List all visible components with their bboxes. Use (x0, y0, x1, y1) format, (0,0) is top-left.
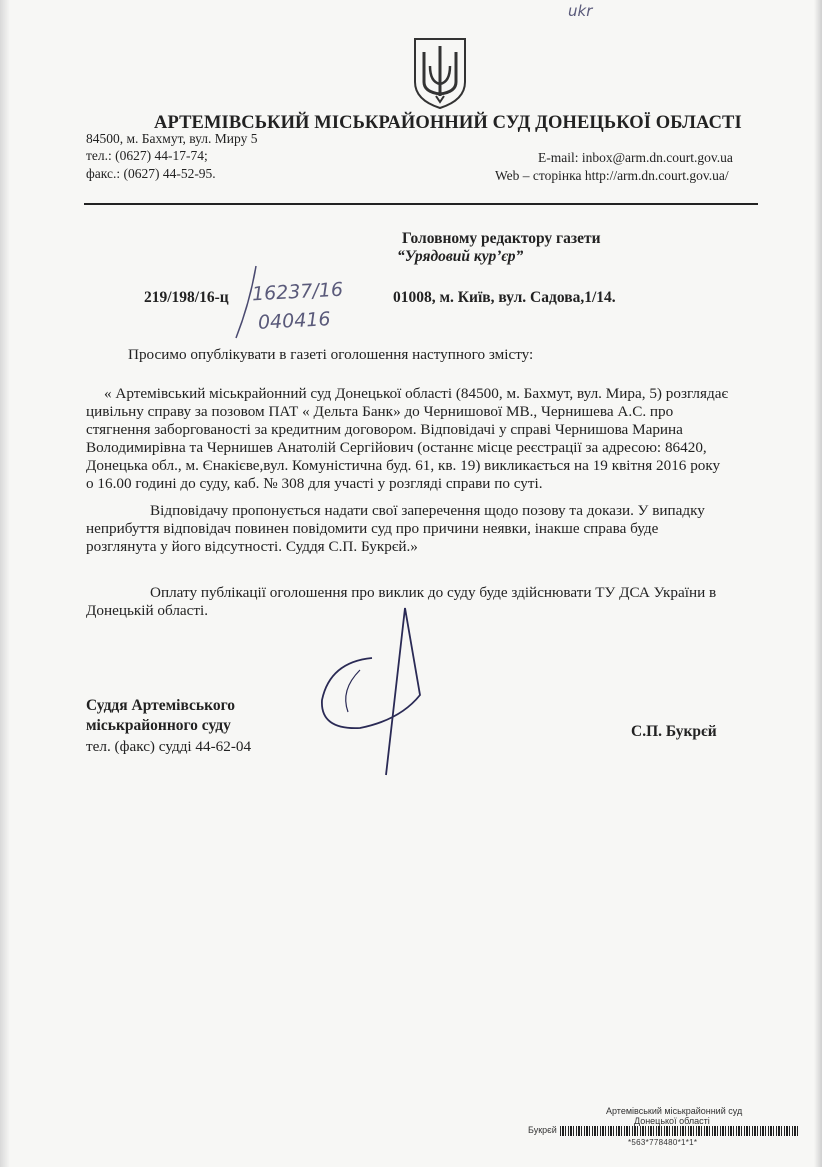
handwritten-incoming-number: 16237/16 (251, 278, 344, 306)
coat-of-arms-icon (412, 36, 468, 110)
recipient-line-1: Головному редактору газети (402, 230, 601, 247)
judge-position-line-1: Суддя Артемівського (86, 697, 236, 714)
court-address: 84500, м. Бахмут, вул. Миру 5 (86, 131, 258, 146)
announcement-line: о 16.00 годині до суду, каб. № 308 для участі у розгляді справи по суті. (86, 475, 543, 492)
judge-name: С.П. Букрєй (631, 723, 717, 740)
intro-text: Просимо опублікувати в газеті оголошення наступного змісту: (128, 346, 534, 363)
announcement-line: Відповідачу пропонується надати свої заперечення щодо позову та докази. У випадку (150, 502, 705, 519)
barcode (560, 1126, 800, 1136)
stamp-name: Букрєй (528, 1125, 557, 1135)
announcement-line: цивільну справу за позовом ПАТ « Дельта Банк» до Чернишової МВ., Чернишева А.С. про (86, 403, 674, 420)
announcement-line: неприбуття відповідач повинен повідомити суд про причини неявки, інакше справа буде (86, 520, 659, 537)
recipient-address: 01008, м. Київ, вул. Садова,1/14. (393, 289, 616, 306)
announcement-line: розглянута у його відсутності. Суддя С.П. Букрєй.» (86, 538, 418, 555)
payment-line-2: Донецькій області. (86, 602, 209, 619)
announcement-line: Володимирівна та Чернишев Анатолій Сергійович (останнє місце реєстрації за адресою: 86420, (86, 439, 707, 456)
court-fax: факс.: (0627) 44-52-95. (86, 166, 216, 181)
handwritten-signature (300, 600, 450, 785)
page-shadow-left (0, 0, 10, 1167)
court-email: E-mail: inbox@arm.dn.court.gov.ua (538, 150, 733, 165)
court-website: Web – сторінка http://arm.dn.court.gov.ua/ (495, 168, 729, 183)
payment-line-1: Оплату публікації оголошення про виклик до суду буде здійснювати ТУ ДСА України в (150, 584, 717, 601)
page-shadow-right (814, 0, 822, 1167)
stamp-code: *563*778480*1*1* (628, 1138, 698, 1147)
handwritten-incoming-date: 040416 (257, 308, 332, 334)
recipient-line-2: “Урядовий кур’єр” (397, 248, 524, 265)
court-phone: тел.: (0627) 44-17-74; (86, 148, 208, 163)
announcement-line: стягнення заборгованості за кредитним договором. Відповідачі у справі Чернишова Марина (86, 421, 683, 438)
announcement-line: « Артемівський міськрайонний суд Донецької області (84500, м. Бахмут, вул. Мира, 5) розглядає (104, 385, 728, 402)
judge-phone: тел. (факс) судді 44-62-04 (86, 738, 252, 755)
announcement-line: Донецька обл., м. Єнакієве,вул. Комуністична буд. 61, кв. 19) викликається на 19 квітня 2016 року (86, 457, 721, 474)
stamp-line-1: Артемівський міськрайонний суд (606, 1106, 743, 1116)
header-rule (84, 203, 758, 205)
stamp-line-2: Донецької області (634, 1116, 710, 1126)
outgoing-number: 219/198/16-ц (144, 289, 229, 306)
judge-position-line-2: міськрайонного суду (86, 717, 231, 734)
court-title: АРТЕМІВСЬКИЙ МІСЬКРАЙОННИЙ СУД ДОНЕЦЬКОЇ ОБЛАСТІ (154, 113, 742, 133)
handwritten-top-note: ukr (568, 2, 593, 20)
